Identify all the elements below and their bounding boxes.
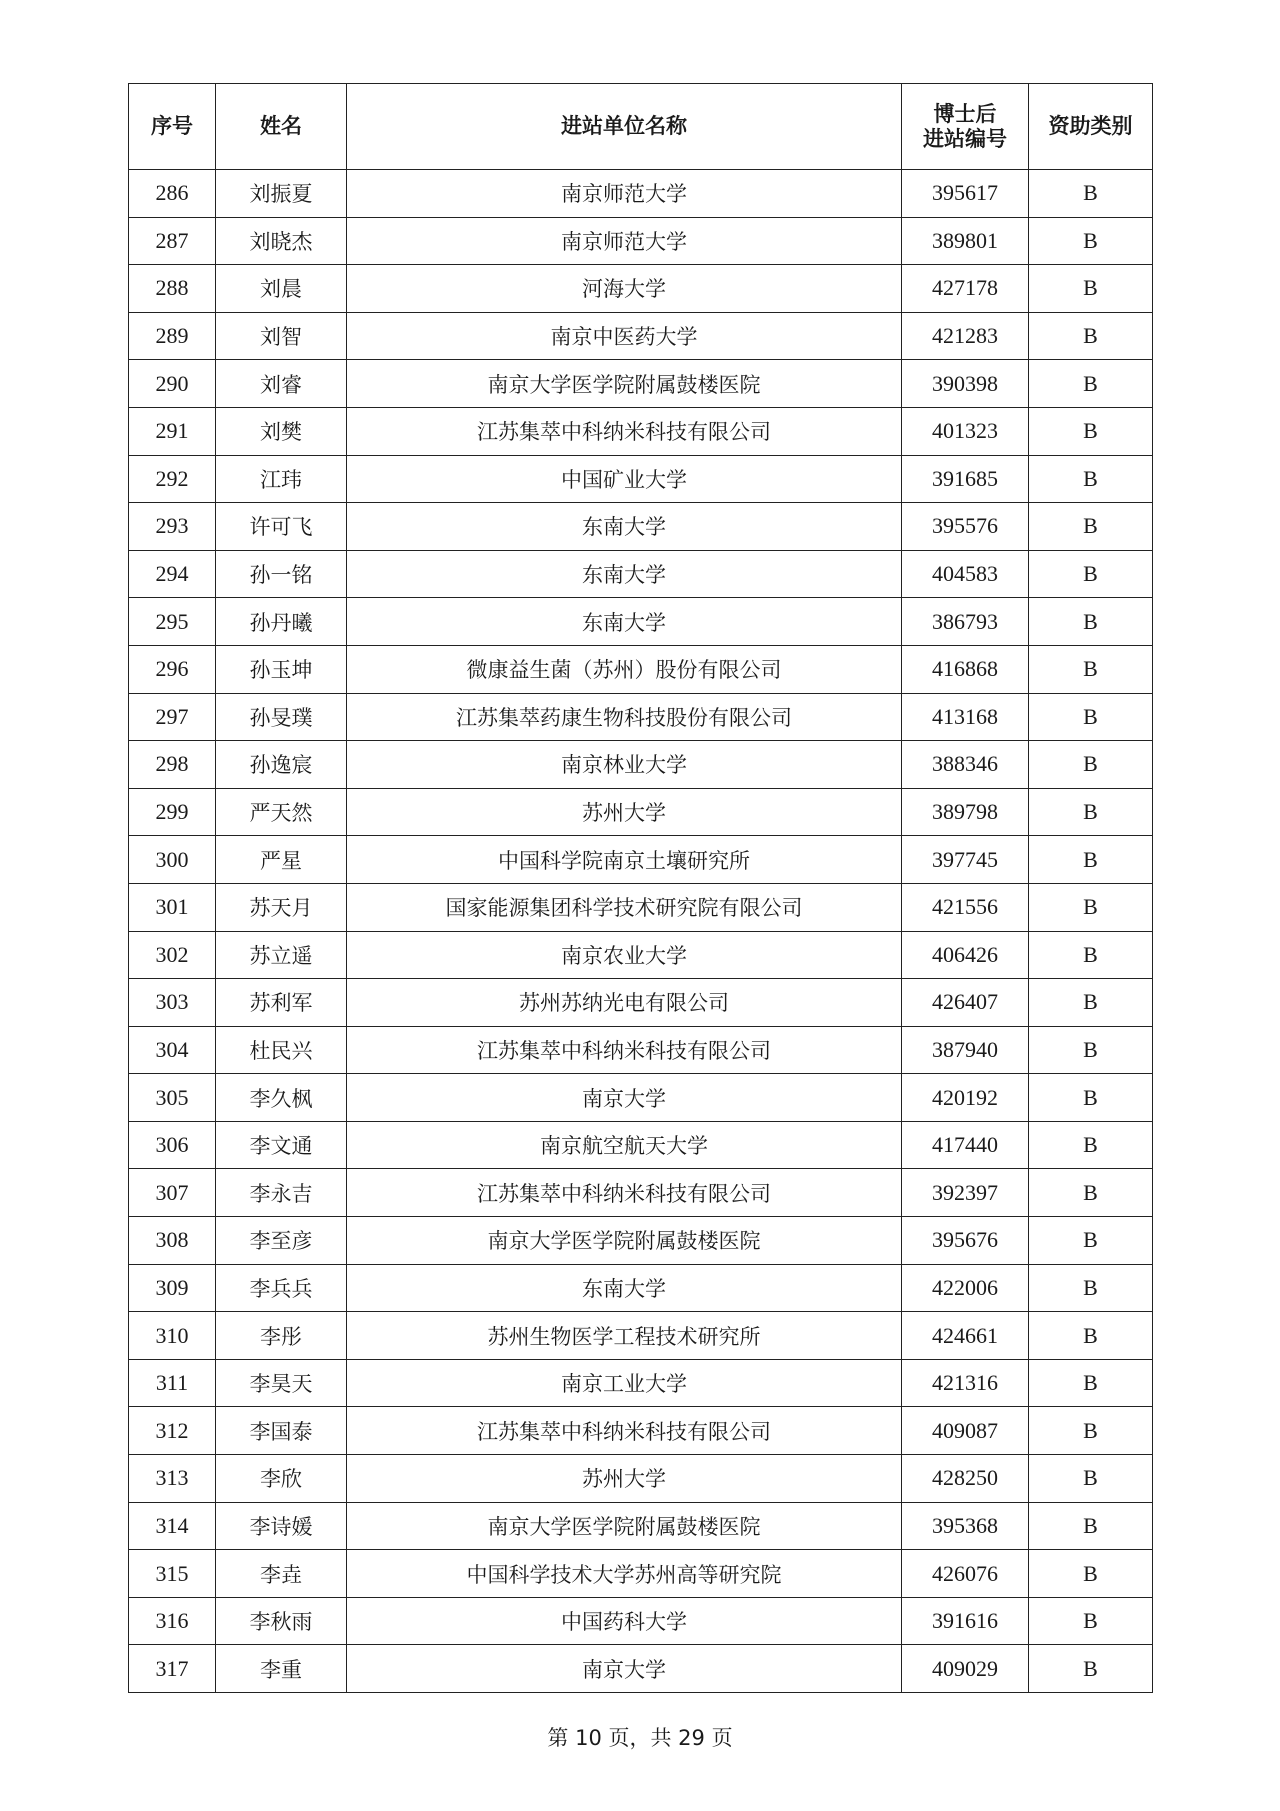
table-row <box>129 1074 1153 1122</box>
cell-code: 421283 <box>902 312 1029 360</box>
cell-code: 420192 <box>902 1074 1029 1122</box>
cell-unit: 南京师范大学 <box>347 170 902 218</box>
cell-seq: 288 <box>129 265 216 313</box>
cell-code: 389801 <box>902 217 1029 265</box>
cell-seq: 316 <box>129 1597 216 1645</box>
cell-seq: 317 <box>129 1645 216 1693</box>
cell-seq: 301 <box>129 883 216 931</box>
cell-category: B <box>1029 741 1153 789</box>
cell-category: B <box>1029 503 1153 551</box>
header-code-line2: 进站编号 <box>923 126 1007 151</box>
cell-unit: 江苏集萃中科纳米科技有限公司 <box>347 407 902 455</box>
cell-name: 孙旻璞 <box>216 693 347 741</box>
table-row <box>129 598 1153 646</box>
cell-code: 392397 <box>902 1169 1029 1217</box>
cell-seq: 303 <box>129 979 216 1027</box>
cell-name: 孙玉坤 <box>216 645 347 693</box>
cell-name: 刘振夏 <box>216 170 347 218</box>
cell-seq: 311 <box>129 1359 216 1407</box>
header-name: 姓名 <box>216 84 347 170</box>
cell-category: B <box>1029 1074 1153 1122</box>
table-row <box>129 170 1153 218</box>
table-row <box>129 550 1153 598</box>
cell-unit: 江苏集萃中科纳米科技有限公司 <box>347 1407 902 1455</box>
cell-code: 424661 <box>902 1312 1029 1360</box>
cell-unit: 南京师范大学 <box>347 217 902 265</box>
table-row <box>129 931 1153 979</box>
cell-seq: 310 <box>129 1312 216 1360</box>
cell-name: 苏天月 <box>216 883 347 931</box>
cell-category: B <box>1029 550 1153 598</box>
cell-unit: 南京大学医学院附属鼓楼医院 <box>347 1502 902 1550</box>
cell-name: 李昊天 <box>216 1359 347 1407</box>
cell-code: 427178 <box>902 265 1029 313</box>
cell-category: B <box>1029 645 1153 693</box>
table-row <box>129 1550 1153 1598</box>
table-row <box>129 1121 1153 1169</box>
cell-category: B <box>1029 693 1153 741</box>
cell-name: 李久枫 <box>216 1074 347 1122</box>
cell-category: B <box>1029 1455 1153 1503</box>
cell-name: 刘晨 <box>216 265 347 313</box>
cell-seq: 308 <box>129 1217 216 1265</box>
table-row <box>129 883 1153 931</box>
cell-unit: 南京大学医学院附属鼓楼医院 <box>347 360 902 408</box>
cell-unit: 微康益生菌（苏州）股份有限公司 <box>347 645 902 693</box>
cell-category: B <box>1029 931 1153 979</box>
cell-unit: 苏州大学 <box>347 788 902 836</box>
table-row <box>129 836 1153 884</box>
table-row <box>129 645 1153 693</box>
cell-seq: 312 <box>129 1407 216 1455</box>
table-row <box>129 407 1153 455</box>
cell-name: 李彤 <box>216 1312 347 1360</box>
cell-name: 李至彦 <box>216 1217 347 1265</box>
cell-name: 孙丹曦 <box>216 598 347 646</box>
cell-code: 395368 <box>902 1502 1029 1550</box>
table-body <box>129 170 1153 1693</box>
cell-code: 409029 <box>902 1645 1029 1693</box>
table-row <box>129 217 1153 265</box>
cell-unit: 苏州苏纳光电有限公司 <box>347 979 902 1027</box>
cell-unit: 东南大学 <box>347 503 902 551</box>
table-row <box>129 1359 1153 1407</box>
cell-category: B <box>1029 1502 1153 1550</box>
cell-category: B <box>1029 217 1153 265</box>
table-row <box>129 1407 1153 1455</box>
cell-unit: 河海大学 <box>347 265 902 313</box>
cell-seq: 296 <box>129 645 216 693</box>
cell-code: 428250 <box>902 1455 1029 1503</box>
table-row <box>129 788 1153 836</box>
header-code <box>902 84 1029 170</box>
cell-unit: 南京大学 <box>347 1074 902 1122</box>
cell-name: 李诗媛 <box>216 1502 347 1550</box>
cell-code: 386793 <box>902 598 1029 646</box>
cell-name: 孙一铭 <box>216 550 347 598</box>
cell-unit: 中国矿业大学 <box>347 455 902 503</box>
cell-code: 422006 <box>902 1264 1029 1312</box>
table-row <box>129 360 1153 408</box>
cell-name: 李国泰 <box>216 1407 347 1455</box>
cell-seq: 306 <box>129 1121 216 1169</box>
cell-name: 李永吉 <box>216 1169 347 1217</box>
cell-category: B <box>1029 1597 1153 1645</box>
table-row <box>129 503 1153 551</box>
table-row <box>129 1169 1153 1217</box>
cell-unit: 南京工业大学 <box>347 1359 902 1407</box>
cell-code: 395617 <box>902 170 1029 218</box>
cell-code: 409087 <box>902 1407 1029 1455</box>
cell-category: B <box>1029 883 1153 931</box>
page-footer: 第 10 页，共 29 页 <box>547 1726 733 1750</box>
cell-name: 刘智 <box>216 312 347 360</box>
cell-unit: 东南大学 <box>347 550 902 598</box>
header-seq: 序号 <box>129 84 216 170</box>
postdoc-funding-table <box>128 83 1153 1693</box>
cell-name: 刘樊 <box>216 407 347 455</box>
table-row <box>129 1264 1153 1312</box>
cell-name: 许可飞 <box>216 503 347 551</box>
cell-category: B <box>1029 979 1153 1027</box>
cell-unit: 南京林业大学 <box>347 741 902 789</box>
cell-category: B <box>1029 1407 1153 1455</box>
cell-category: B <box>1029 598 1153 646</box>
cell-name: 李重 <box>216 1645 347 1693</box>
cell-category: B <box>1029 455 1153 503</box>
table-row <box>129 979 1153 1027</box>
cell-unit: 中国科学院南京土壤研究所 <box>347 836 902 884</box>
cell-category: B <box>1029 170 1153 218</box>
cell-code: 391616 <box>902 1597 1029 1645</box>
cell-seq: 297 <box>129 693 216 741</box>
cell-name: 孙逸宸 <box>216 741 347 789</box>
cell-code: 397745 <box>902 836 1029 884</box>
table-row <box>129 1455 1153 1503</box>
cell-code: 426076 <box>902 1550 1029 1598</box>
cell-seq: 299 <box>129 788 216 836</box>
cell-seq: 309 <box>129 1264 216 1312</box>
cell-seq: 298 <box>129 741 216 789</box>
cell-name: 李欣 <box>216 1455 347 1503</box>
cell-code: 413168 <box>902 693 1029 741</box>
cell-category: B <box>1029 1169 1153 1217</box>
cell-name: 苏利军 <box>216 979 347 1027</box>
cell-category: B <box>1029 360 1153 408</box>
cell-category: B <box>1029 1264 1153 1312</box>
cell-category: B <box>1029 1550 1153 1598</box>
cell-category: B <box>1029 836 1153 884</box>
cell-category: B <box>1029 1312 1153 1360</box>
cell-unit: 苏州大学 <box>347 1455 902 1503</box>
table-row <box>129 1502 1153 1550</box>
cell-unit: 江苏集萃中科纳米科技有限公司 <box>347 1026 902 1074</box>
cell-unit: 南京中医药大学 <box>347 312 902 360</box>
cell-code: 387940 <box>902 1026 1029 1074</box>
cell-seq: 305 <box>129 1074 216 1122</box>
cell-code: 395676 <box>902 1217 1029 1265</box>
cell-seq: 290 <box>129 360 216 408</box>
cell-unit: 江苏集萃中科纳米科技有限公司 <box>347 1169 902 1217</box>
cell-category: B <box>1029 1359 1153 1407</box>
table-row <box>129 455 1153 503</box>
header-unit: 进站单位名称 <box>347 84 902 170</box>
cell-seq: 294 <box>129 550 216 598</box>
table-row <box>129 1645 1153 1693</box>
cell-unit: 南京大学医学院附属鼓楼医院 <box>347 1217 902 1265</box>
table-row <box>129 312 1153 360</box>
cell-unit: 南京大学 <box>347 1645 902 1693</box>
cell-code: 404583 <box>902 550 1029 598</box>
cell-seq: 315 <box>129 1550 216 1598</box>
cell-unit: 中国药科大学 <box>347 1597 902 1645</box>
cell-seq: 286 <box>129 170 216 218</box>
cell-category: B <box>1029 1121 1153 1169</box>
cell-category: B <box>1029 312 1153 360</box>
cell-seq: 302 <box>129 931 216 979</box>
cell-seq: 289 <box>129 312 216 360</box>
cell-name: 刘睿 <box>216 360 347 408</box>
cell-category: B <box>1029 1026 1153 1074</box>
cell-name: 刘晓杰 <box>216 217 347 265</box>
cell-code: 390398 <box>902 360 1029 408</box>
table-row <box>129 265 1153 313</box>
cell-category: B <box>1029 1217 1153 1265</box>
table-row <box>129 1597 1153 1645</box>
cell-name: 严天然 <box>216 788 347 836</box>
cell-code: 391685 <box>902 455 1029 503</box>
header-category: 资助类别 <box>1029 84 1153 170</box>
cell-name: 江玮 <box>216 455 347 503</box>
cell-name: 李垚 <box>216 1550 347 1598</box>
table-row <box>129 693 1153 741</box>
cell-name: 苏立遥 <box>216 931 347 979</box>
table-row <box>129 1217 1153 1265</box>
cell-name: 李文通 <box>216 1121 347 1169</box>
cell-unit: 国家能源集团科学技术研究院有限公司 <box>347 883 902 931</box>
cell-name: 李秋雨 <box>216 1597 347 1645</box>
table-row <box>129 1026 1153 1074</box>
cell-seq: 293 <box>129 503 216 551</box>
cell-seq: 313 <box>129 1455 216 1503</box>
cell-category: B <box>1029 788 1153 836</box>
cell-seq: 314 <box>129 1502 216 1550</box>
cell-seq: 291 <box>129 407 216 455</box>
cell-category: B <box>1029 1645 1153 1693</box>
cell-seq: 300 <box>129 836 216 884</box>
cell-name: 杜民兴 <box>216 1026 347 1074</box>
cell-seq: 307 <box>129 1169 216 1217</box>
cell-seq: 304 <box>129 1026 216 1074</box>
cell-code: 421316 <box>902 1359 1029 1407</box>
table-header-row <box>129 84 1153 170</box>
cell-code: 395576 <box>902 503 1029 551</box>
cell-unit: 南京航空航天大学 <box>347 1121 902 1169</box>
cell-seq: 295 <box>129 598 216 646</box>
table-row <box>129 1312 1153 1360</box>
cell-seq: 292 <box>129 455 216 503</box>
cell-unit: 苏州生物医学工程技术研究所 <box>347 1312 902 1360</box>
cell-unit: 中国科学技术大学苏州高等研究院 <box>347 1550 902 1598</box>
cell-unit: 江苏集萃药康生物科技股份有限公司 <box>347 693 902 741</box>
cell-category: B <box>1029 265 1153 313</box>
cell-unit: 东南大学 <box>347 598 902 646</box>
header-code-line1: 博士后 <box>933 102 997 127</box>
cell-code: 417440 <box>902 1121 1029 1169</box>
cell-unit: 南京农业大学 <box>347 931 902 979</box>
cell-name: 李兵兵 <box>216 1264 347 1312</box>
cell-code: 406426 <box>902 931 1029 979</box>
cell-code: 416868 <box>902 645 1029 693</box>
cell-code: 389798 <box>902 788 1029 836</box>
cell-name: 严星 <box>216 836 347 884</box>
cell-code: 421556 <box>902 883 1029 931</box>
cell-code: 401323 <box>902 407 1029 455</box>
table-row <box>129 741 1153 789</box>
cell-seq: 287 <box>129 217 216 265</box>
cell-code: 388346 <box>902 741 1029 789</box>
cell-unit: 东南大学 <box>347 1264 902 1312</box>
cell-code: 426407 <box>902 979 1029 1027</box>
cell-category: B <box>1029 407 1153 455</box>
